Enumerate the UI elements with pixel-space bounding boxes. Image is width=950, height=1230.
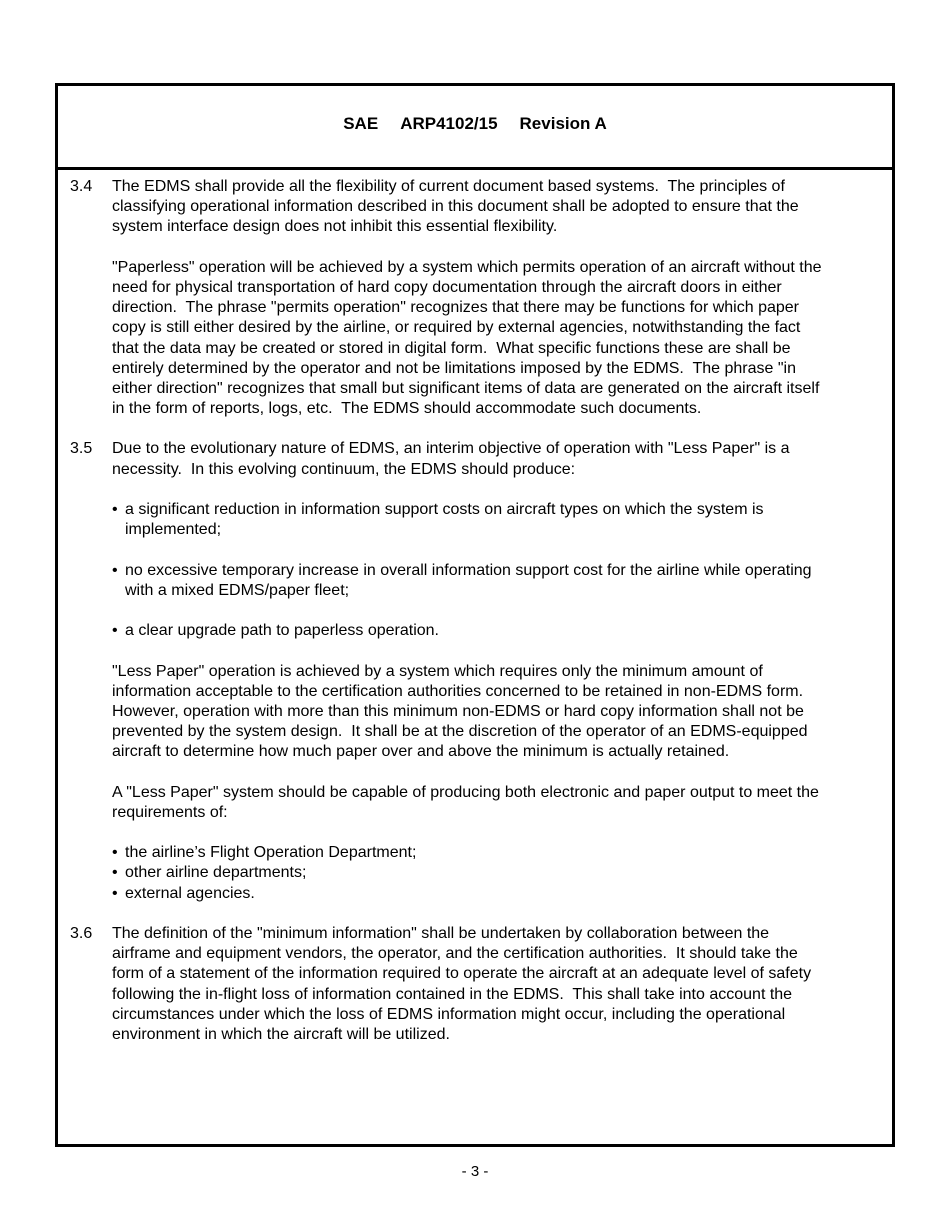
paragraph-line: airframe and equipment vendors, the operator, and the certification authorities. It should take the [112, 945, 798, 963]
paragraph-line: system interface design does not inhibit this essential flexibility. [112, 218, 558, 236]
revision: Revision A [519, 114, 607, 133]
doc-number: ARP4102/15 [400, 114, 498, 133]
text-line [58, 621, 892, 641]
blank-line [58, 823, 892, 843]
paragraph-line: aircraft to determine how much paper over and above the minimum is actually retained. [112, 743, 730, 761]
text-line [58, 217, 892, 237]
paragraph-line: The EDMS shall provide all the flexibility of current document based systems. The principles of [112, 178, 785, 195]
blank-line [58, 419, 892, 439]
bullet-text: the airline’s Flight Operation Department; [125, 844, 417, 862]
text-line [58, 742, 892, 762]
text-line [58, 258, 892, 278]
section-number: 3.6 [70, 924, 93, 942]
text-line [58, 1005, 892, 1025]
text-line [58, 581, 892, 601]
text-line [58, 884, 892, 904]
text-line [58, 803, 892, 823]
bullet-text: no excessive temporary increase in overall information support cost for the airline while operating [125, 561, 812, 579]
text-line [58, 197, 892, 217]
paragraph-line: The definition of the "minimum information" shall be undertaken by collaboration between the [112, 924, 770, 942]
bullet-text: external agencies. [125, 884, 255, 902]
text-line [58, 944, 892, 964]
paragraph-line: classifying operational information described in this document shall be adopted to ensure that the [112, 198, 799, 216]
section-number: 3.5 [70, 440, 93, 458]
paragraph-line: copy is still either desired by the airline, or required by external agencies, notwithstanding the fact [112, 319, 801, 337]
bullet-text: implemented; [125, 521, 222, 539]
paragraph-line: following the in-flight loss of information contained in the EDMS. This shall take into account the [112, 985, 793, 1003]
document-body [58, 177, 892, 1045]
blank-line [58, 238, 892, 258]
text-line [58, 359, 892, 379]
text-line [58, 985, 892, 1005]
text-line [58, 339, 892, 359]
text-line [58, 702, 892, 722]
paragraph-line: direction. The phrase "permits operation" recognizes that there may be functions for which paper [112, 299, 799, 317]
page-number: - 3 - [461, 1163, 489, 1180]
paragraph-line: environment in which the aircraft will be utilized. [112, 1025, 450, 1043]
paragraph-line: requirements of: [112, 803, 228, 821]
bullet-text: a significant reduction in information support costs on aircraft types on which the system is [125, 501, 764, 518]
text-line [58, 863, 892, 883]
text-line [58, 1025, 892, 1045]
paragraph-line: "Paperless" operation will be achieved by a system which permits operation of an aircraft without the [112, 258, 822, 276]
text-line [58, 843, 892, 863]
paragraph-line: in the form of reports, logs, etc. The EDMS should accommodate such documents. [112, 400, 702, 418]
text-line [58, 722, 892, 742]
bullet-icon: • [112, 864, 118, 882]
text-line [58, 439, 892, 459]
paragraph-line: need for physical transportation of hard copy documentation through the aircraft doors in either [112, 278, 782, 296]
paragraph-line: either direction" recognizes that small but significant items of data are generated on the aircraft itself [112, 379, 820, 397]
text-line [58, 662, 892, 682]
paragraph-line: entirely determined by the operator and not be limitations imposed by the EDMS. The phrase "in [112, 359, 796, 377]
paragraph-line: "Less Paper" operation is achieved by a system which requires only the minimum amount of [112, 662, 763, 680]
document-title [58, 114, 892, 134]
paragraph-line: Due to the evolutionary nature of EDMS, an interim objective of operation with "Less Paper" is a [112, 440, 790, 458]
page-frame [55, 83, 895, 1147]
bullet-text: other airline departments; [125, 864, 307, 882]
text-line [58, 278, 892, 298]
text-line [58, 500, 892, 520]
blank-line [58, 904, 892, 924]
paragraph-line: circumstances under which the loss of EDMS information might occur, including the operational [112, 1005, 786, 1023]
text-line [58, 399, 892, 419]
paragraph-line: A "Less Paper" system should be capable of producing both electronic and paper output to meet the [112, 783, 819, 801]
text-line [58, 682, 892, 702]
bullet-icon: • [112, 561, 118, 579]
blank-line [58, 762, 892, 782]
blank-line [58, 480, 892, 500]
text-line [58, 783, 892, 803]
bullet-text: with a mixed EDMS/paper fleet; [125, 581, 350, 599]
text-line [58, 964, 892, 984]
text-line [58, 318, 892, 338]
paragraph-line: form of a statement of the information required to operate the aircraft at an adequate level of safety [112, 965, 812, 983]
blank-line [58, 540, 892, 560]
bullet-icon: • [112, 884, 118, 902]
bullet-icon: • [112, 501, 118, 518]
document-header [58, 86, 892, 170]
paragraph-line: information acceptable to the certification authorities concerned to be retained in non-EDMS form. [112, 682, 804, 700]
text-line [58, 460, 892, 480]
paragraph-line: However, operation with more than this minimum non-EDMS or hard copy information shall not be [112, 702, 804, 720]
paragraph-line: necessity. In this evolving continuum, the EDMS should produce: [112, 460, 576, 478]
bullet-text: a clear upgrade path to paperless operation. [125, 622, 439, 640]
paragraph-line: that the data may be created or stored in digital form. What specific functions these are shall be [112, 339, 791, 357]
blank-line [58, 641, 892, 661]
paragraph-line: prevented by the system design. It shall be at the discretion of the operator of an EDMS-equipped [112, 723, 808, 741]
bullet-icon: • [112, 622, 118, 640]
text-line [58, 561, 892, 581]
text-line [58, 298, 892, 318]
text-line [58, 520, 892, 540]
text-line [58, 379, 892, 399]
text-line [58, 177, 892, 197]
blank-line [58, 601, 892, 621]
bullet-icon: • [112, 844, 118, 862]
text-line [58, 924, 892, 944]
org-name: SAE [343, 114, 379, 133]
section-number: 3.4 [70, 178, 93, 195]
